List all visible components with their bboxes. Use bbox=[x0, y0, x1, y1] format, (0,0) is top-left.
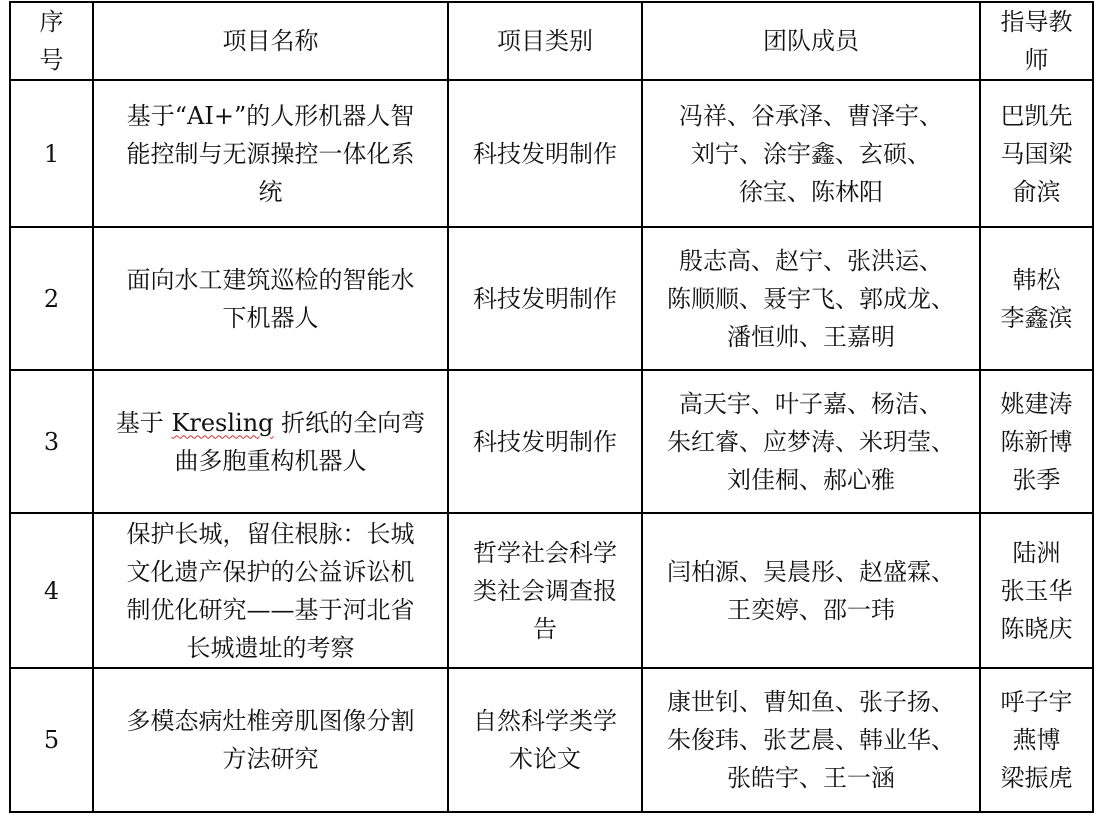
project-name bbox=[93, 370, 448, 513]
spellcheck-word: Kresling bbox=[171, 408, 274, 437]
team-members-line: 康世钊、曹知鱼、张子扬、 bbox=[667, 688, 955, 716]
row-index: 2 bbox=[10, 227, 93, 370]
project-category-line: 哲学社会科学 bbox=[473, 538, 617, 567]
mentor-name: 张玉华 bbox=[1000, 576, 1073, 605]
project-category-line: 科技发明制作 bbox=[473, 139, 617, 168]
project-category bbox=[448, 227, 642, 370]
team-members-line: 闫柏源、吴晨彤、赵盛霖、 bbox=[667, 557, 955, 586]
mentor-name: 马国梁 bbox=[1000, 139, 1073, 168]
team-members bbox=[642, 80, 980, 227]
project-name-line: 基于“AI+”的人形机器人智 bbox=[126, 101, 415, 130]
project-name-line: 文化遗产保护的公益诉讼机 bbox=[126, 557, 415, 586]
project-name-line: 面向水工建筑巡检的智能水 bbox=[126, 265, 415, 294]
mentors bbox=[980, 227, 1093, 370]
project-name-line bbox=[104, 404, 437, 442]
project-category-line: 类社会调查报 bbox=[473, 576, 617, 605]
mentors bbox=[980, 513, 1093, 668]
team-members-line: 陈顺顺、聂宇飞、郭成龙、 bbox=[667, 284, 955, 313]
table-row bbox=[10, 227, 1093, 370]
header-index bbox=[10, 2, 93, 80]
header-category: 项目类别 bbox=[448, 2, 642, 80]
project-name bbox=[93, 513, 448, 668]
project-name-line: 保护长城，留住根脉：长城 bbox=[126, 519, 415, 548]
header-index-line2: 号 bbox=[39, 46, 64, 74]
table-row bbox=[10, 80, 1093, 227]
row-index: 1 bbox=[10, 80, 93, 227]
project-category-line: 告 bbox=[533, 614, 557, 643]
mentor-name: 梁振虎 bbox=[1000, 764, 1073, 792]
team-members-line: 刘宁、涂宇鑫、玄硕、 bbox=[691, 139, 931, 168]
team-members-line: 徐宝、陈林阳 bbox=[739, 177, 883, 206]
team-members-line: 朱红睿、应梦涛、米玥莹、 bbox=[667, 427, 955, 456]
project-name bbox=[93, 227, 448, 370]
project-name-prefix: 基于 bbox=[115, 408, 172, 437]
mentor-name: 巴凯先 bbox=[1000, 101, 1073, 130]
mentor-name: 陈新博 bbox=[1000, 427, 1073, 456]
project-name-line: 曲多胞重构机器人 bbox=[174, 446, 367, 475]
row-index: 4 bbox=[10, 513, 93, 668]
mentors bbox=[980, 668, 1093, 812]
team-members-line: 朱俊玮、张艺晨、韩业华、 bbox=[667, 726, 955, 754]
project-name-line: 多模态病灶椎旁肌图像分割 bbox=[126, 707, 415, 735]
mentor-name: 陆洲 bbox=[1012, 538, 1061, 567]
team-members-line: 高天宇、叶子嘉、杨洁、 bbox=[679, 389, 943, 418]
projects-table bbox=[9, 1, 1094, 813]
project-name-line: 长城遗址的考察 bbox=[186, 633, 355, 662]
mentor-name: 张季 bbox=[1012, 465, 1061, 494]
project-name-line: 制优化研究——基于河北省 bbox=[126, 595, 415, 624]
mentors bbox=[980, 80, 1093, 227]
header-index-line1: 序 bbox=[39, 8, 64, 36]
team-members-line: 王奕婷、邵一玮 bbox=[727, 595, 895, 624]
project-name-suffix: 折纸的全向弯 bbox=[273, 408, 426, 437]
project-name bbox=[93, 80, 448, 227]
mentor-name: 呼子宇 bbox=[1000, 688, 1073, 716]
mentor-name: 俞滨 bbox=[1012, 177, 1061, 206]
project-category bbox=[448, 513, 642, 668]
project-category-line: 自然科学类学 bbox=[473, 707, 617, 735]
header-mentors: 指导教师 bbox=[980, 2, 1093, 80]
project-category bbox=[448, 668, 642, 812]
project-category bbox=[448, 80, 642, 227]
team-members bbox=[642, 513, 980, 668]
team-members-line: 张皓宇、王一涵 bbox=[727, 764, 895, 792]
team-members-line: 潘恒帅、王嘉明 bbox=[727, 322, 895, 351]
project-category bbox=[448, 370, 642, 513]
row-index: 5 bbox=[10, 668, 93, 812]
table-row bbox=[10, 668, 1093, 812]
mentor-name: 姚建涛 bbox=[1000, 389, 1073, 418]
mentor-name: 李鑫滨 bbox=[1000, 303, 1073, 332]
row-index: 3 bbox=[10, 370, 93, 513]
mentor-name: 陈晓庆 bbox=[1000, 614, 1073, 643]
team-members-line: 冯祥、谷承泽、曹泽宇、 bbox=[679, 101, 943, 130]
header-row bbox=[10, 2, 1093, 80]
mentor-name: 燕博 bbox=[1012, 726, 1061, 754]
project-category-line: 术论文 bbox=[509, 745, 581, 773]
team-members-line: 殷志高、赵宁、张洪运、 bbox=[679, 246, 943, 275]
project-name-line: 能控制与无源操控一体化系 bbox=[126, 139, 415, 168]
mentor-name: 韩松 bbox=[1012, 265, 1061, 294]
project-name-line: 下机器人 bbox=[222, 303, 319, 332]
team-members bbox=[642, 668, 980, 812]
project-category-line: 科技发明制作 bbox=[473, 284, 617, 313]
project-name-line: 统 bbox=[258, 177, 283, 206]
table-row bbox=[10, 513, 1093, 668]
team-members bbox=[642, 227, 980, 370]
header-name: 项目名称 bbox=[93, 2, 448, 80]
header-members: 团队成员 bbox=[642, 2, 980, 80]
project-name bbox=[93, 668, 448, 812]
project-name-line: 方法研究 bbox=[222, 745, 319, 773]
team-members-line: 刘佳桐、郝心雅 bbox=[727, 465, 895, 494]
mentors bbox=[980, 370, 1093, 513]
table-row bbox=[10, 370, 1093, 513]
team-members bbox=[642, 370, 980, 513]
project-category-line: 科技发明制作 bbox=[473, 427, 617, 456]
